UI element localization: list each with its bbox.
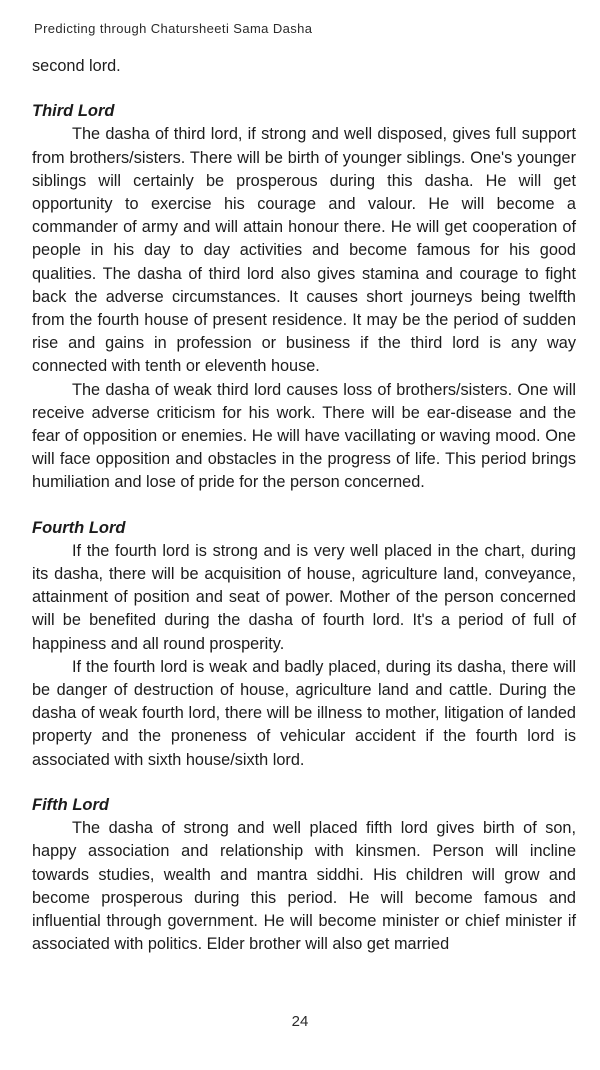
section-heading-fifth-lord: Fifth Lord [32, 795, 109, 814]
section-heading-fourth-lord: Fourth Lord [32, 518, 126, 537]
paragraph: If the fourth lord is weak and badly placed, during its dasha, there will be danger of destruction of house, agriculture land and cattle. During the dasha of weak fourth lord, there will be illness to mother, litigation of landed property and the proneness of vehicular accident if the fourth lord is associated with sixth house/sixth lord. [32, 657, 576, 769]
paragraph: The dasha of weak third lord causes loss of brothers/sisters. One will receive adverse criticism for his work. There will be ear-disease and the fear of opposition or enemies. He will have vacillating or waving mood. One will face opposition and obstacles in the progress of life. This period brings humiliation and lose of pride for the person concerned. [32, 380, 576, 492]
running-header: Predicting through Chatursheeti Sama Dasha [34, 21, 313, 36]
continuation-text: second lord. [32, 57, 121, 75]
paragraph: If the fourth lord is strong and is very well placed in the chart, during its dasha, there will be acquisition of house, agriculture land, conveyance, attainment of position and seat of power. Mother of the person concerned will be benefited during the dasha of fourth lord. It's a period of full of happiness and all round prosperity. [32, 541, 576, 653]
section-heading-third-lord: Third Lord [32, 102, 115, 121]
body-text [32, 55, 576, 956]
paragraph: The dasha of third lord, if strong and well disposed, gives full support from brothers/sisters. There will be birth of younger siblings. One's younger siblings will certainly be prosperous during this dasha. He will get opportunity to exercise his courage and valour. He will become a commander of army and will attain honour there. He will get cooperation of people in his day to day activities and become famous for his good qualities. The dasha of third lord also gives stamina and courage to fight back the adverse circumstances. It causes short journeys being twelfth from the fourth house of present residence. It may be the period of sudden rise and gains in profession or business if the third lord is any way connected with tenth or eleventh house. [32, 125, 576, 376]
paragraph: The dasha of strong and well placed fifth lord gives birth of son, happy association and relationship with kinsmen. Person will incline towards studies, wealth and mantra siddhi. His children will grow and become prosperous during this period. He will become famous and influential through government. He will become minister or chief minister if associated with politics. Elder brother will also get married [32, 819, 576, 954]
page-number: 24 [291, 1013, 309, 1030]
